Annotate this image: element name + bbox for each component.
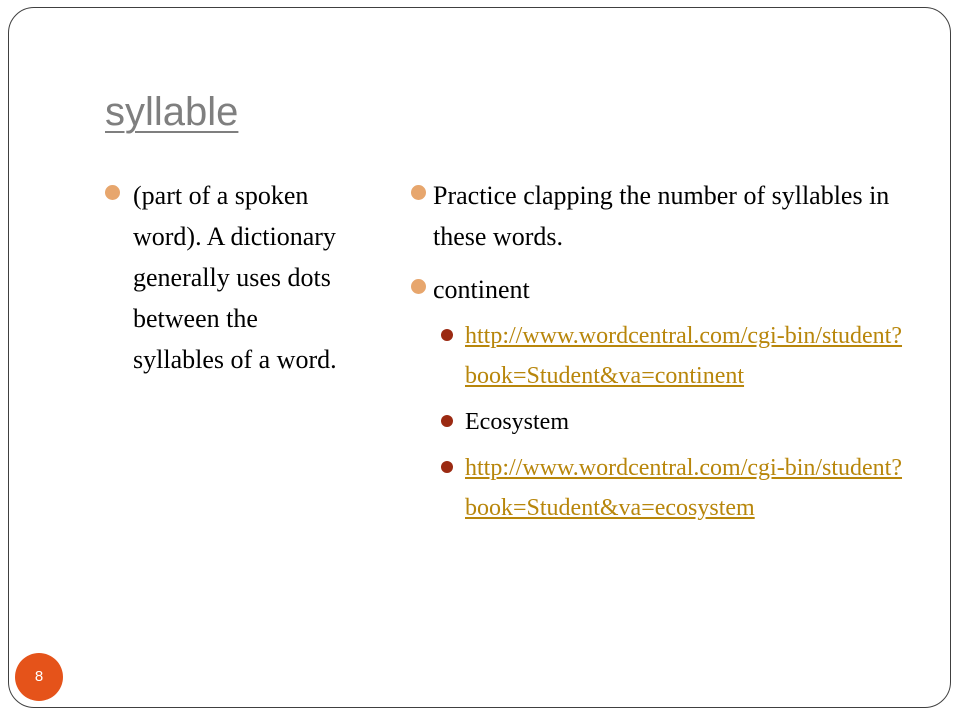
bullet-icon (441, 461, 453, 473)
link-ecosystem[interactable]: http://www.wordcentral.com/cgi-bin/student?book=Student&va=ecosystem (465, 455, 903, 521)
word-item-continent (411, 269, 911, 310)
intro-item (411, 175, 911, 257)
word-text-ecosystem: Ecosystem (465, 409, 569, 435)
bullet-icon (441, 415, 453, 427)
bullet-icon (105, 185, 120, 200)
right-column (411, 175, 911, 528)
page-number-badge: 8 (15, 653, 63, 701)
left-column (105, 175, 345, 380)
word-text-continent: continent (433, 275, 530, 304)
bullet-icon (411, 185, 426, 200)
link-item-ecosystem (441, 448, 911, 528)
intro-text: Practice clapping the number of syllables in these words. (433, 181, 890, 251)
left-bullet-text: (part of a spoken word). A dictionary generally uses dots between the syllables of a word. (133, 181, 337, 374)
slide-title[interactable]: syllable (105, 90, 239, 134)
link-item-continent (441, 316, 911, 396)
word-item-ecosystem (441, 402, 911, 442)
bullet-icon (411, 279, 426, 294)
left-bullet-item (105, 175, 345, 380)
link-continent[interactable]: http://www.wordcentral.com/cgi-bin/student?book=Student&va=continent (465, 323, 903, 389)
bullet-icon (441, 329, 453, 341)
